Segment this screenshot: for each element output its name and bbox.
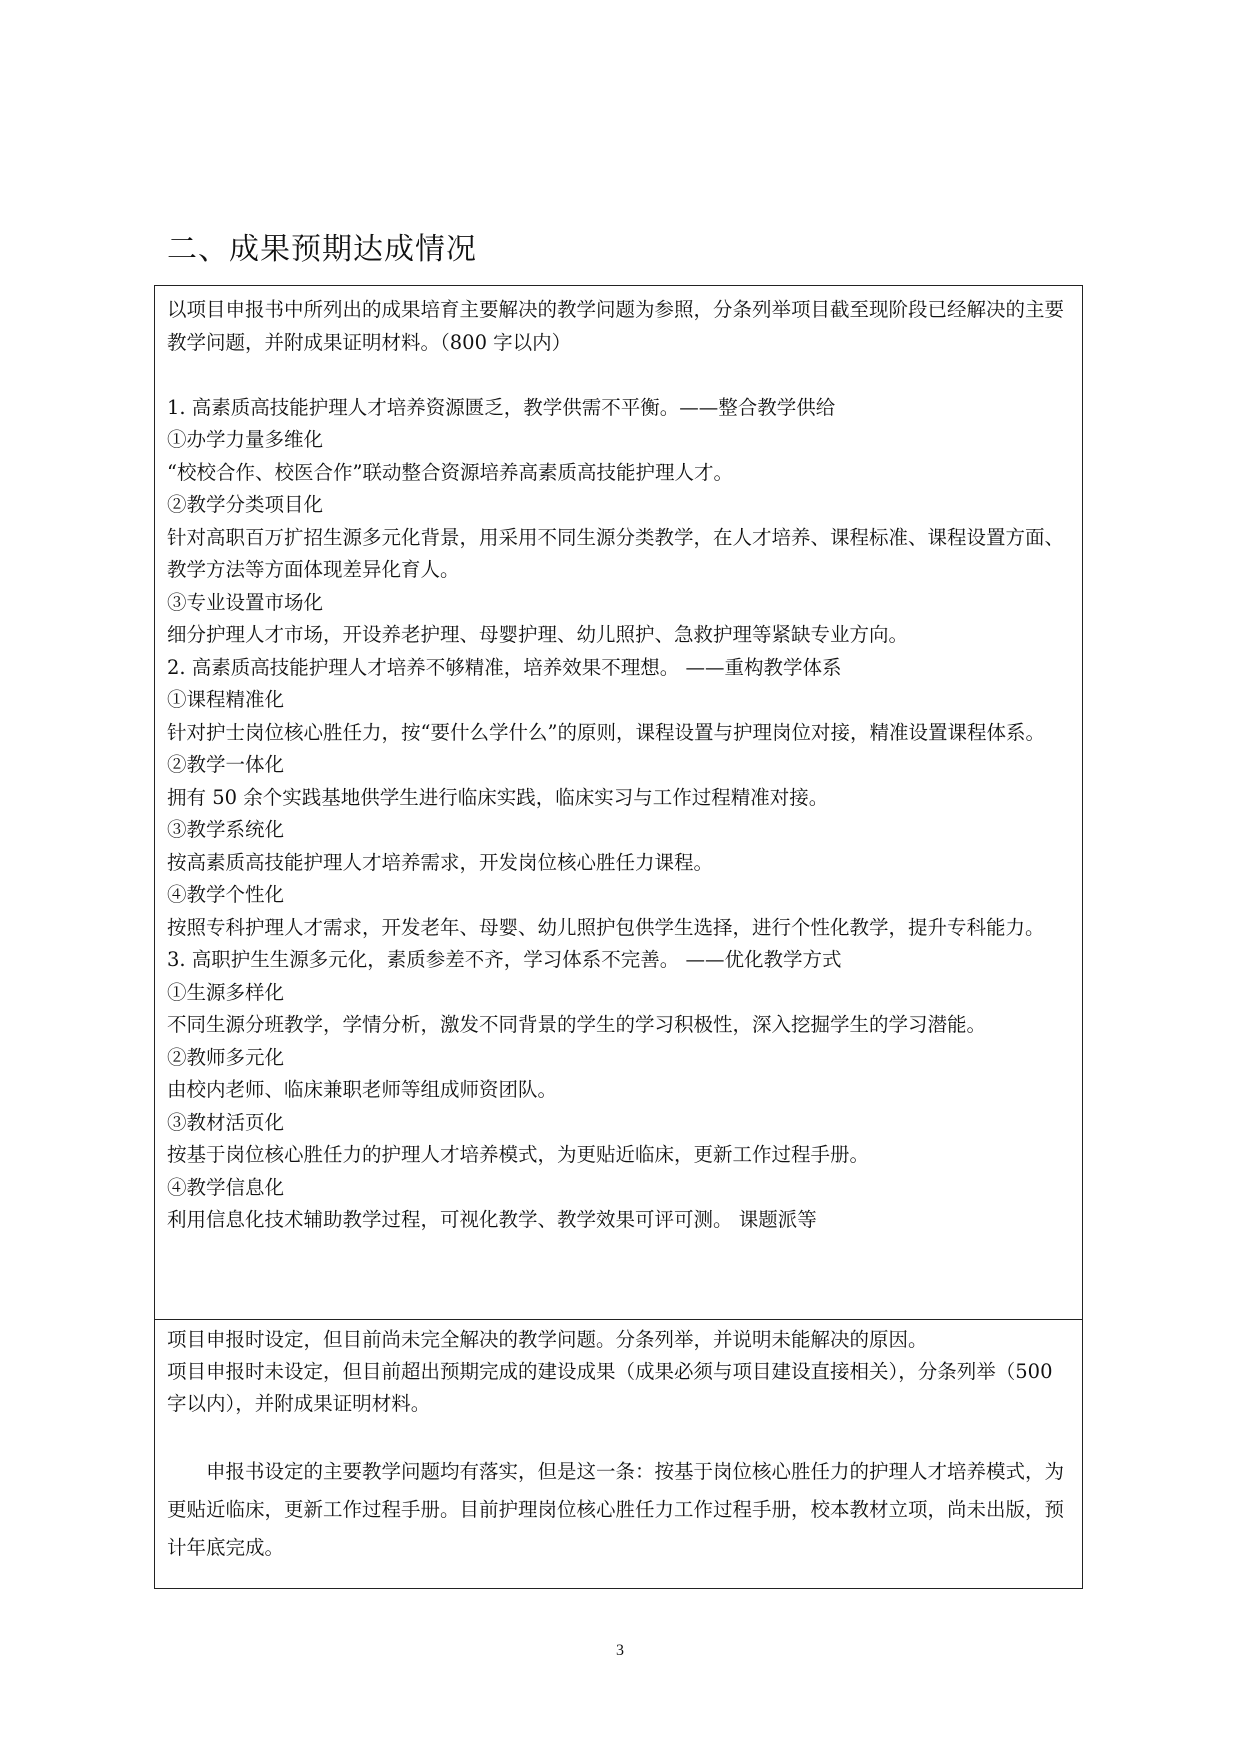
item-line: ①课程精准化 — [167, 688, 285, 711]
section2-body: 申报书设定的主要教学问题均有落实，但是这一条：按基于岗位核心胜任力的护理人才培养模式，为更贴近临床，更新工作过程手册。目前护理岗位核心胜任力工作过程手册，校本教材立项，尚未出版，预计年底完成。 — [167, 1459, 1065, 1559]
item-line: 按照专科护理人才需求，开发老年、母婴、幼儿照护包供学生选择，进行个性化教学，提升专科能力。 — [167, 915, 1045, 939]
blank-line — [167, 1420, 1071, 1453]
item-line: ③专业设置市场化 — [167, 590, 324, 614]
item-line: 按基于岗位核心胜任力的护理人才培养模式，为更贴近临床，更新工作过程手册。 — [167, 1143, 870, 1166]
item-line: ③教材活页化 — [167, 1110, 285, 1134]
item-line: 细分护理人才市场，开设养老护理、母婴护理、幼儿照护、急救护理等紧缺专业方向。 — [167, 623, 909, 646]
page-number: 3 — [616, 1642, 624, 1659]
item-line: ②教师多元化 — [167, 1045, 285, 1069]
item-line: 不同生源分班教学，学情分析，激发不同背景的学生的学习积极性，深入挖掘学生的学习潜能。 — [167, 1013, 987, 1036]
item-line: 拥有 50 余个实践基地供学生进行临床实践，临床实习与工作过程精准对接。 — [167, 785, 829, 809]
item-line: ②教学一体化 — [167, 753, 285, 776]
item-line: ④教学个性化 — [167, 883, 285, 906]
achieved-results-content — [167, 294, 1071, 1237]
section2-intro-1: 项目申报时设定，但目前尚未完全解决的教学问题。分条列举，并说明未能解决的原因。 — [167, 1328, 928, 1351]
item-line: 按高素质高技能护理人才培养需求，开发岗位核心胜任力课程。 — [167, 850, 714, 874]
item-line: “校校合作、校医合作”联动整合资源培养高素质高技能护理人才。 — [167, 460, 733, 484]
item-line: ①办学力量多维化 — [167, 428, 324, 451]
achieved-results-box — [154, 285, 1083, 1320]
item-line: 针对高职百万扩招生源多元化背景，用采用不同生源分类教学，在人才培养、课程标准、课程设置方面、教学方法等方面体现差异化育人。 — [167, 525, 1065, 581]
section2-intro-2: 项目申报时未设定，但目前超出预期完成的建设成果（成果必须与项目建设直接相关），分条列举（500 字以内），并附成果证明材料。 — [167, 1360, 1053, 1415]
item-line: 由校内老师、临床兼职老师等组成师资团队。 — [167, 1078, 558, 1101]
unresolved-results-content — [167, 1324, 1071, 1567]
item-line: 3. 高职护生生源多元化，素质参差不齐，学习体系不完善。 ——优化教学方式 — [167, 948, 842, 971]
item-line: ④教学信息化 — [167, 1175, 285, 1199]
item-line: ③教学系统化 — [167, 818, 285, 841]
item-line: 1. 高素质高技能护理人才培养资源匮乏，教学供需不平衡。——整合教学供给 — [167, 395, 836, 419]
item-line: ①生源多样化 — [167, 980, 285, 1004]
section-heading: 二、成果预期达成情况 — [167, 232, 477, 267]
item-line: 2. 高素质高技能护理人才培养不够精准，培养效果不理想。 ——重构教学体系 — [167, 655, 842, 679]
blank-line — [167, 359, 1071, 392]
unresolved-results-box — [154, 1319, 1083, 1589]
item-line: 针对护士岗位核心胜任力，按“要什么学什么”的原则，课程设置与护理岗位对接，精准设置课程体系。 — [167, 720, 1045, 744]
section1-intro: 以项目申报书中所列出的成果培育主要解决的教学问题为参照，分条列举项目截至现阶段已经解决的主要教学问题，并附成果证明材料。（800 字以内） — [167, 298, 1065, 354]
item-line: ②教学分类项目化 — [167, 493, 324, 516]
item-line: 利用信息化技术辅助教学过程，可视化教学、教学效果可评可测。 课题派等 — [167, 1208, 817, 1231]
